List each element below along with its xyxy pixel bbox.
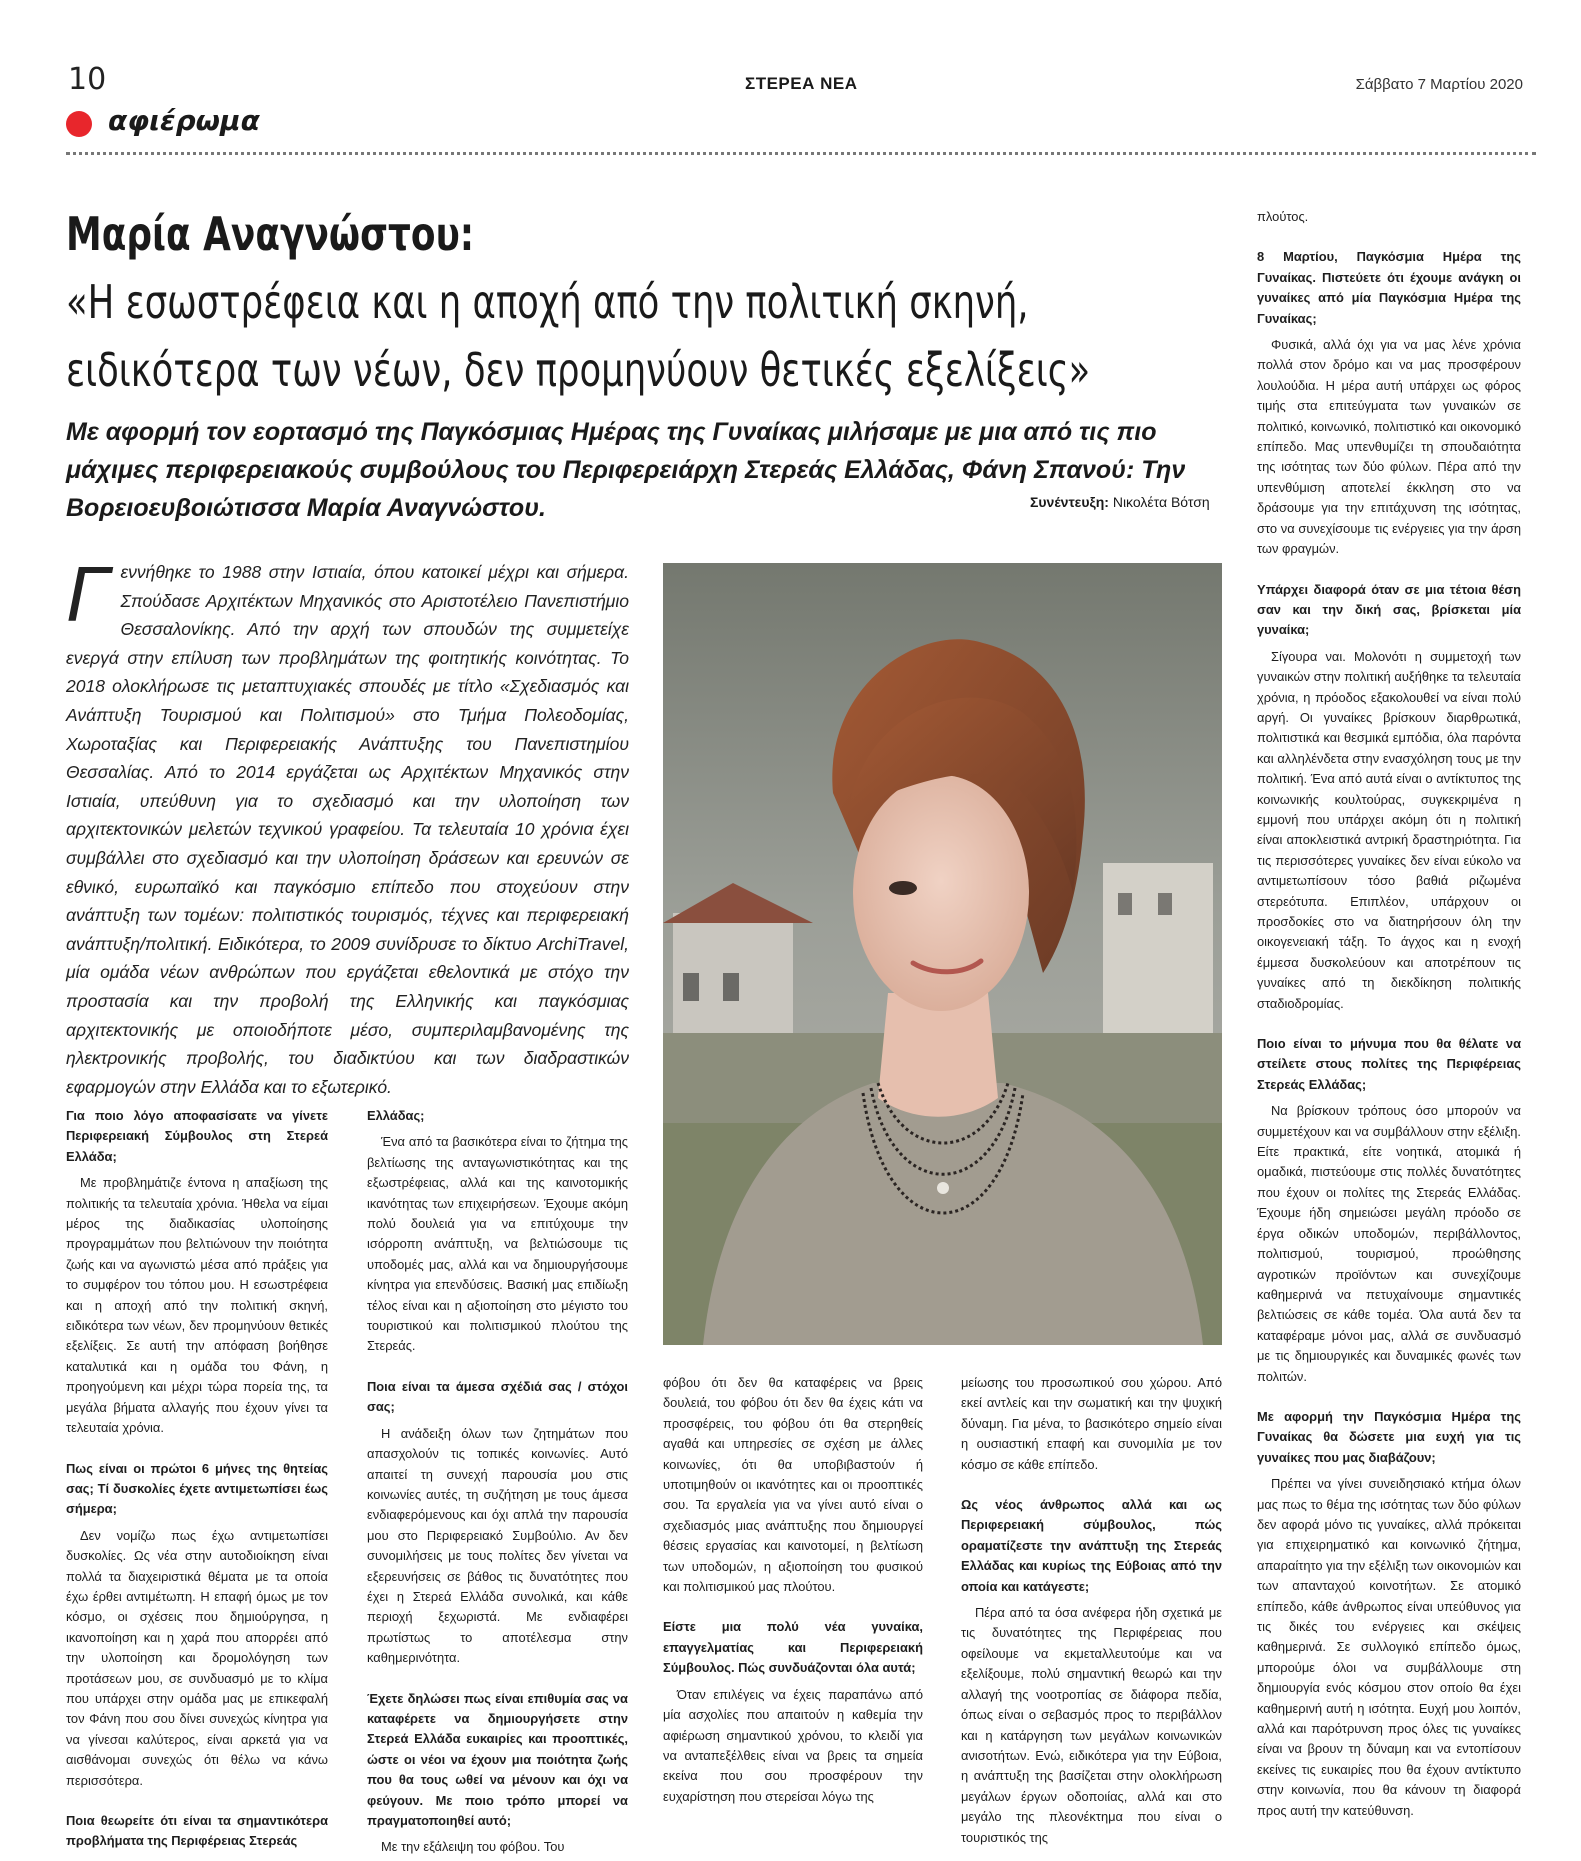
question: Με αφορμή την Παγκόσμια Ημέρα της Γυναίκας θα δώσετε μια ευχή για τις γυναίκες που μας διαβάζουν;	[1257, 1408, 1521, 1465]
column-2	[367, 1106, 628, 1858]
answer-continued: φόβου ότι δεν θα καταφέρεις να βρεις δουλειά, του φόβου ότι δεν θα έχεις κάτι να προσφέρεις, του φόβου ότι θα στερηθείς αγαθά και υπηρεσίες σε σχέση με άλλες κοινωνίες, ότι θα υποβιβαστούν ή υποτιμηθούν οι ικανότητες και οι προοπτικές σου. Τα εργαλεία για να γίνει αυτό είναι ο σχεδιασμός μιας ανάπτυξης που δημιουργεί θέσεις εργασίας και καινοτομεί, η βελτίωση των υποδομών, η αξιοποίηση του φυσικού και πολιτισμικού μας πλούτου.	[663, 1375, 923, 1595]
section-dot-icon	[66, 111, 92, 137]
question: Ποια θεωρείτε ότι είναι τα σημαντικότερα προβλήματα της Περιφέρειας Στερεάς	[66, 1813, 328, 1849]
headline	[66, 200, 1226, 404]
byline	[1030, 494, 1210, 510]
question: 8 Μαρτίου, Παγκόσμια Ημέρα της Γυναίκας. Πιστεύετε ότι έχουμε ανάγκη οι γυναίκες από μία Παγκόσμια Ημέρα της Γυναίκας;	[1257, 249, 1521, 326]
column-1	[66, 1106, 328, 1858]
section-label: αφιέρωμα	[108, 104, 260, 137]
column-4	[961, 1373, 1222, 1848]
question: Υπάρχει διαφορά όταν σε μια τέτοια θέση σαν και την δική σας, βρίσκεται μία γυναίκα;	[1257, 581, 1521, 638]
byline-label: Συνέντευξη:	[1030, 494, 1109, 510]
intro-bio	[66, 550, 629, 1101]
header-divider	[66, 152, 1536, 155]
portrait-image	[663, 563, 1222, 1345]
headline-quote-line2: ειδικότερα των νέων, δεν προμηνύουν θετικές εξελίξεις»	[66, 343, 1091, 397]
question: Πως είναι οι πρώτοι 6 μήνες της θητείας σας; Τί δυσκολίες έχετε αντιμετωπίσει έως σήμερα;	[66, 1460, 328, 1517]
answer: Ένα από τα βασικότερα είναι το ζήτημα της βελτίωσης της ανταγωνιστικότητας και της εξωστρέφειας, αλλά και της καινοτομικής ικανότητας των επιχειρήσεων. Έχουμε ακόμη πολύ δουλειά για να επιτύχουμε την ισόρροπη ανάπτυξη, να βελτιώσουμε τις υποδομές μας, αλλά και να δημιουργήσουμε κίνητρα για επενδύσεις. Βασική μας επιδίωξη τέλος είναι και η αξιοποίηση στο μέγιστο του τουριστικού και πολιτισμικού πλούτου της Στερεάς.	[367, 1134, 628, 1354]
answer: Πέρα από τα όσα ανέφερα ήδη σχετικά με τις δυνατότητες της Περιφέρειας που οφείλουμε να εκμεταλλευτούμε και να εξελίξουμε, πολύ σημαντική θεωρώ και την αλλαγή της νοοτροπίας σε διάφορα πεδία, όπως είναι ο σεβασμός προς το περιβάλλον και η κατάργηση των μεγάλων κοινωνικών ανισοτήτων. Ενώ, ειδικότερα για την Εύβοια, η ανάπτυξη της βασίζεται στην ολοκλήρωση μεγάλων έργων οδοποιίας, αλλά και στο μεγάλο της πλεονέκτημα που είναι ο τουριστικός της	[961, 1605, 1222, 1845]
intro-text: εννήθηκε το 1988 στην Ιστιαία, όπου κατοικεί μέχρι και σήμερα. Σπούδασε Αρχιτέκτων Μηχανικός στο Αριστοτέλειο Πανεπιστήμιο Θεσσαλονίκης. Από την αρχή των σπουδών της συμμετείχε ενεργά στην επίλυση των προβλημάτων της φοιτητικής κοινότητας. Το 2018 ολοκλήρωσε τις μεταπτυχιακές σπουδές με τίτλο «Σχεδιασμός και Ανάπτυξη Τουρισμού και Πολιτισμού» στο Τμήμα Πολεοδομίας, Χωροταξίας και Περιφερειακής Ανάπτυξης του Πανεπιστημίου Θεσσαλίας. Από το 2014 εργάζεται ως Αρχιτέκτων Μηχανικός στην Ιστιαία, υπεύθυνη για το σχεδιασμό και την υλοποίηση των αρχιτεκτονικών μελετών τεχνικού γραφείου. Τα τελευταία 10 χρόνια έχει συμβάλλει στο σχεδιασμό και την υλοποίηση δράσεων και ερευνών σε εθνικό, ευρωπαϊκό και παγκόσμιο επίπεδο που στοχεύουν στην ανάπτυξη των τομέων: πολιτιστικός τουρισμός, τέχνες και περιφερειακή ανάπτυξη/πολιτική. Ειδικότερα, το 2009 συνίδρυσε το δίκτυο ArchiTravel, μία ομάδα νέων ανθρώπων που εργάζεται εθελοντικά με στόχο την προστασία και την προβολή της Ελληνικής και παγκόσμιας αρχιτεκτονικής με οποιοδήποτε μέσο, συμπεριλαμβανομένης της ηλεκτρονικής προβολής, του διαδικτύου και των διαδραστικών εφαρμογών στην Ελλάδα και το εξωτερικό.	[66, 562, 629, 1097]
question: Είστε μια πολύ νέα γυναίκα, επαγγελματίας και Περιφερειακή Σύμβουλος. Πώς συνδυάζονται όλα αυτά;	[663, 1619, 923, 1676]
headline-name: Μαρία Αναγνώστου:	[66, 207, 475, 261]
question: Έχετε δηλώσει πως είναι επιθυμία σας να καταφέρετε να δημιουργήσετε στην Στερεά Ελλάδα ευκαιρίες και προοπτικές, ώστε οι νέοι να έχουν μια ποιότητα ζωής που θα τους ωθεί να μένουν και όχι να φεύγουν. Με ποιο τρόπο μπορεί να πραγματοποιηθεί αυτό;	[367, 1690, 628, 1828]
question-continued: Ελλάδας;	[367, 1108, 425, 1123]
answer: Με προβλημάτιζε έντονα η απαξίωση της πολιτικής τα τελευταία χρόνια. Ήθελα να είμαι μέρος της διαδικασίας υλοποίησης προγραμμάτων που βελτιώνουν την ποιότητα ζωής και να αγωνιστώ μέσα από πράξεις για το συμφέρον του τόπου μου. Η εσωστρέφεια και η αποχή από την πολιτική σκηνή, ειδικότερα των νέων, δεν προμηνύουν θετικές εξελίξεις. Σε αυτή την απόφαση βοήθησε καταλυτικά και η ομάδα του Φάνη, η προηγούμενη και μέχρι τώρα πορεία της, τα μεγάλα βήματα αλλαγής που έχουν γίνει τα τελευταία χρόνια.	[66, 1175, 328, 1436]
answer: Η ανάδειξη όλων των ζητημάτων που απασχολούν τις τοπικές κοινωνίες. Αυτό απαιτεί τη συνεχή παρουσία μου στις κοινωνίες αυτές, τη συζήτηση με τους άμεσα ενδιαφερόμενους και όχι απλά την παρουσία μου στο Περιφερειακό Συμβούλιο. Αν δεν συνομιλήσεις με τους πολίτες δεν γίνεται να εξερευνήσεις σε βάθος τις δυνατότητες που έχει η Στερεά Ελλάδα συνολικά, και κάθε περιοχή ξεχωριστά. Με ενδιαφέρει πρωτίστως το αποτέλεσμα στην καθημερινότητα.	[367, 1425, 628, 1666]
portrait-photo	[663, 563, 1222, 1345]
answer-continued: μείωσης του προσωπικού σου χώρου. Από εκεί αντλείς και την σωματική και την ψυχική δύναμη. Για μένα, το βασικότερο σημείο είναι η ουσιαστική επαφή και συνομιλία με τον κόσμο σε κάθε επίπεδο.	[961, 1375, 1222, 1472]
answer: Με την εξάλειψη του φόβου. Του	[381, 1839, 565, 1855]
answer: Πρέπει να γίνει συνειδησιακό κτήμα όλων μας πως το θέμα της ισότητας των δύο φύλων δεν αφορά μόνο τις γυναίκες, αλλά πρόκειται για επιχειρηματικό και κοινωνικό ζήτημα, απαραίτητο για την εξέλιξη των οικονομιών και των απανταχού κοινοτήτων. Σε ατομικό επίπεδο, κάθε άνθρωπος είναι υπεύθυνος για τις δικές του ενέργειες και σκέψεις καθημερινά. Σε συλλογικό επίπεδο όμως, μπορούμε όλοι να συμβάλλουμε στη δημιουργία ενός κόσμου στον οποίο θα έχει καθημερινή αυτή η ισότητα. Ευχή μου λοιπόν, αλλά και παρότρυνση προς όλες τις γυναίκες είναι να βρουν τη δύναμη και να εντοπίσουν εκείνες τις ευκαιρίες που θα έχουν αντίκτυπο στην κοινωνία, που θα κάνουν τη διαφορά προς αυτή την κατεύθυνση.	[1257, 1476, 1522, 1818]
question: Για ποιο λόγο αποφασίσατε να γίνετε Περιφερειακή Σύμβουλος στη Στερεά Ελλάδα;	[66, 1108, 328, 1164]
headline-quote-line1: «Η εσωστρέφεια και η αποχή από την πολιτική σκηνή,	[66, 275, 1029, 329]
answer: Να βρίσκουν τρόπους όσο μπορούν να συμμετέχουν και να συμβάλλουν στην εξέλιξη. Είτε πρακτικά, είτε νοητικά, ατομικά ή ομαδικά, πιστεύουμε στις πολλές δυνατότητες που έχουν οι πολίτες της Στερεάς Ελλάδας. Έχουμε ήδη σημειώσει μεγάλη πρόοδο σε έργα οδικών υποδομών, περιβάλλοντος, πολιτισμού, τουρισμού, προώθησης αγροτικών προϊόντων και συνεχίζουμε καθημερινά να πετυχαίνουμε σημαντικές βελτιώσεις σε κάθε τομέα. Όλα αυτά δεν τα καταφέραμε μόνοι μας, αλλά σε συνδυασμό με τις δημιουργικές και δυναμικές φωνές των πολιτών.	[1257, 1103, 1521, 1384]
answer-continued: πλούτος.	[1257, 209, 1309, 224]
question: Ποιο είναι το μήνυμα που θα θέλατε να στείλετε στους πολίτες της Περιφέρειας Στερεάς Ελλάδας;	[1257, 1036, 1521, 1092]
issue-date: Σάββατο 7 Μαρτίου 2020	[1355, 76, 1523, 93]
question: Ως νέος άνθρωπος αλλά και ως Περιφερειακή σύμβουλος, πώς οραματίζεστε την ανάπτυξη της Στερεάς Ελλάδας και κυρίως της Εύβοιας από την οποία και κατάγεστε;	[961, 1497, 1222, 1594]
article-lead: Με αφορμή τον εορτασμό της Παγκόσμιας Ημέρας της Γυναίκας μιλήσαμε με μια από τις πιο μάχιμες περιφερειακούς συμβούλους του Περιφερειάρχη Στερεάς Ελλάδας, Φάνη Σπανού: Την Βορειοευβοιώτισσα Μαρία Αναγνώστου.	[66, 418, 1186, 522]
page-number: 10	[68, 62, 107, 97]
answer: Όταν επιλέγεις να έχεις παραπάνω από μία ασχολίες που απαιτούν η καθεμία την αφιέρωση σημαντικού χρόνου, το κλειδί για να ανταπεξέλθεις είναι να βρεις τα σημεία εκείνα που σου προσφέρουν την ευχαρίστηση που στερείσαι λόγω της	[663, 1686, 923, 1804]
answer: Φυσικά, αλλά όχι για να μας λένε χρόνια πολλά στον δρόμο και να μας προσφέρουν λουλούδια. Η μέρα αυτή υπάρχει ως φόρος τιμής στα επιτεύγματα των γυναικών σε πολιτικό, κοινωνικό, πολιτιστικό και οικονομικό επίπεδο. Μας υπενθυμίζει τη σπουδαιότητα της ισότητας των δύο φύλων. Πέρα από την υπενθύμιση αποτελεί έκκληση στο να δράσουμε για την επιτάχυνση της ισότητας, στο να συνεχίσουμε τις ενέργειες για την άρση των φραγμών.	[1257, 337, 1521, 557]
answer: Σίγουρα ναι. Μολονότι η συμμετοχή των γυναικών στην πολιτική αυξήθηκε τα τελευταία χρόνια, η πρόοδος εξακολουθεί να είναι πολύ αργή. Οι γυναίκες βρίσκουν διαρθρωτικά, πολιτιστικά και θεσμικά εμπόδια, όλα παρόντα και αλληλένδετα στην ενασχόληση τους με την πολιτική. Ένα από αυτά είναι ο αντίκτυπος της κοινωνικής κουλτούρας, συγκεκριμένα η εμμονή που υπάρχει ακόμη ότι η πολιτική είναι αποκλειστικά αντρική δραστηριότητα. Για τις περισσότερες γυναίκες δεν είναι εύκολο να αντιμετωπίσουν τόσο βαθιά ριζωμένα στερεότυπα. Επιπλέον, υπάρχουν οι προσδοκίες στο να διατηρήσουν όλη την οικογενειακή τάξη. Το άγχος και η ενοχή έμμεσα δυσκολεύουν και αποτρέπουν τις γυναίκες από τη διεκδίκηση πολιτικής σταδιοδρομίας.	[1257, 648, 1521, 1011]
answer: Δεν νομίζω πως έχω αντιμετωπίσει δυσκολίες. Ως νέα στην αυτοδιοίκηση είναι πολλά τα διαχειριστικά θέματα με τα οποία έχω έρθει αντιμέτωπη. Η επαφή όμως με τον κόσμο, οι σχέσεις που δημιούργησα, η ικανοποίηση και η χαρά που απορρέει από την υλοποίηση και δρομολόγηση των προτάσεων μου, σε συνδυασμό με το κλίμα που υπάρχει στην ομάδα μας με επικεφαλή τον Φάνη που σου δίνει συνεχώς κίνητρα για να γίνεσαι καλύτερος, είναι αρκετά για να αισθάνομαι συνεχώς ότι θέλω να κάνω περισσότερα.	[66, 1527, 328, 1788]
drop-cap: Γ	[66, 550, 111, 638]
question: Ποια είναι τα άμεσα σχέδιά σας / στόχοι σας;	[367, 1378, 628, 1415]
newspaper-name: ΣΤΕΡΕΑ ΝΕΑ	[745, 74, 858, 93]
byline-name: Νικολέτα Βότση	[1112, 494, 1210, 510]
column-3	[663, 1373, 923, 1807]
column-5	[1257, 207, 1521, 1821]
